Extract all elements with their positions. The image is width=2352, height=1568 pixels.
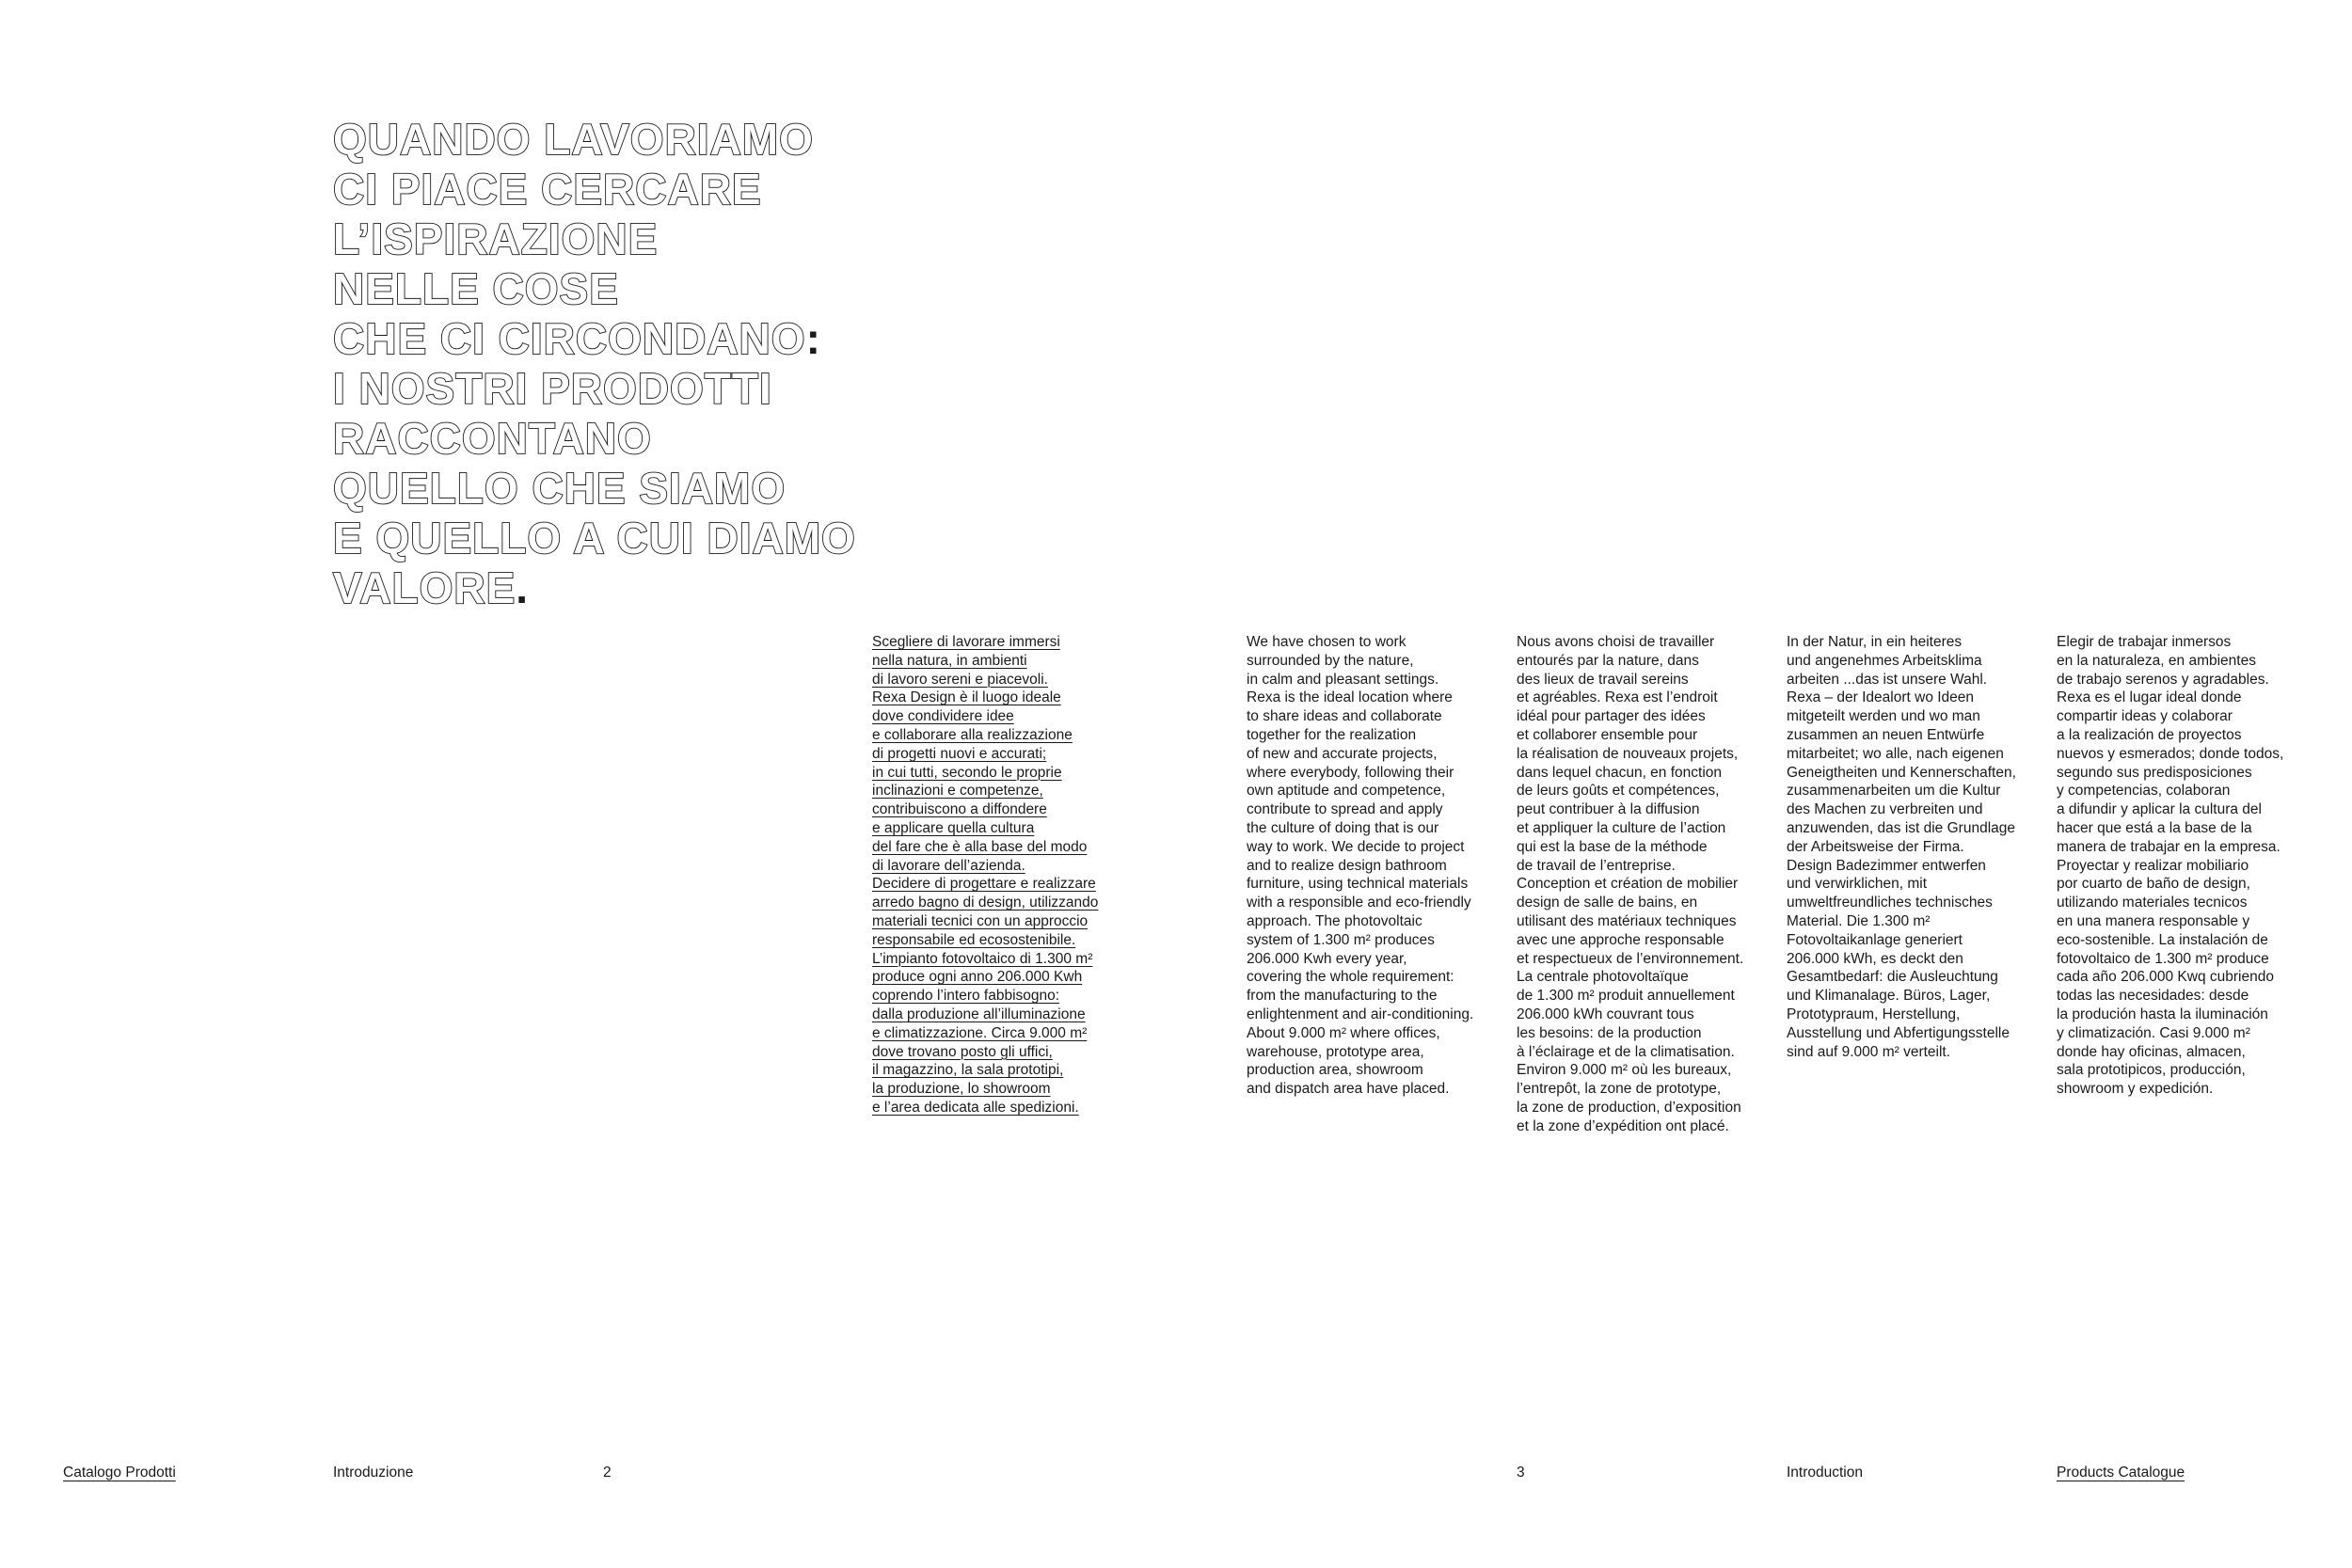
- text-line: inclinazioni e competenze,: [872, 783, 1043, 800]
- text-line: les besoins: de la production: [1517, 1024, 1702, 1041]
- text-line: the culture of doing that is our: [1247, 819, 1439, 836]
- text-line: own aptitude and competence,: [1247, 783, 1446, 800]
- text-line: dove trovano posto gli uffici,: [872, 1043, 1053, 1060]
- text-line: Conception et création de mobilier: [1517, 876, 1739, 893]
- text-line: Decidere di progettare e realizzare: [872, 876, 1096, 893]
- headline-line: [333, 563, 856, 613]
- text-line: y climatización. Casi 9.000 m²: [2057, 1024, 2250, 1041]
- text-line: e climatizzazione. Circa 9.000 m²: [872, 1024, 1088, 1041]
- footer-section-title-en: Introduction: [1787, 1465, 1863, 1481]
- text-line: di lavoro sereni e piacevoli.: [872, 671, 1048, 688]
- headline-line: NELLE COSE: [333, 264, 619, 313]
- text-line: y competencias, colaboran: [2057, 783, 2231, 800]
- page-number-left: 2: [603, 1465, 612, 1481]
- footer-section-title-it: Introduzione: [333, 1465, 414, 1481]
- text-line: et collaborer ensemble pour: [1517, 726, 1698, 743]
- text-line: entourés par la nature, dans: [1517, 652, 1699, 669]
- text-line: zusammen an neuen Entwürfe: [1787, 726, 1985, 743]
- text-line: L’impianto fotovoltaico di 1.300 m²: [872, 950, 1093, 967]
- text-line: in calm and pleasant settings.: [1247, 671, 1439, 688]
- text-line: di lavorare dell’azienda.: [872, 857, 1025, 874]
- headline-line-text: VALORE: [333, 563, 516, 612]
- text-line: dans lequel chacun, en fonction: [1517, 764, 1723, 781]
- text-line: la produción hasta la iluminación: [2057, 1006, 2268, 1022]
- text-line: et agréables. Rexa est l’endroit: [1517, 689, 1718, 706]
- text-line: mitgeteilt werden und wo man: [1787, 708, 1980, 725]
- text-line: Rexa – der Idealort wo Ideen: [1787, 689, 1975, 706]
- text-line: en una manera responsable y: [2057, 912, 2250, 929]
- headline-colon: :: [805, 314, 821, 363]
- text-line: fotovoltaico de 1.300 m² produce: [2057, 950, 2269, 967]
- text-line: sala prototipicos, producción,: [2057, 1062, 2246, 1079]
- text-line: e l’area dedicata alle spedizioni.: [872, 1099, 1079, 1116]
- text-line: zusammenarbeiten um die Kultur: [1787, 783, 2001, 800]
- text-line: de 1.300 m² produit annuellement: [1517, 988, 1735, 1005]
- text-line: compartir ideas y colaborar: [2057, 708, 2233, 725]
- headline-line: E QUELLO A CUI DIAMO: [333, 514, 856, 562]
- text-line: des lieux de travail sereins: [1517, 671, 1689, 688]
- text-line: Environ 9.000 m² où les bureaux,: [1517, 1062, 1732, 1079]
- text-line: furniture, using technical materials: [1247, 876, 1469, 893]
- text-line: l’entrepôt, la zone de prototype,: [1517, 1081, 1722, 1098]
- text-line: und verwirklichen, mit: [1787, 876, 1928, 893]
- text-line: di progetti nuovi e accurati;: [872, 745, 1047, 762]
- text-line: umweltfreundliches technisches: [1787, 895, 1993, 911]
- text-line: hacer que está a la base de la: [2057, 819, 2252, 836]
- text-line: und angenehmes Arbeitsklima: [1787, 652, 1982, 669]
- text-column-spanish: [2057, 633, 2283, 1099]
- headline-line: I NOSTRI PRODOTTI: [333, 364, 772, 413]
- text-line: de trabajo serenos y agradables.: [2057, 671, 2269, 688]
- footer-catalog-title-en: Products Catalogue: [2057, 1465, 2185, 1481]
- text-line: 206.000 kWh couvrant tous: [1517, 1006, 1694, 1022]
- text-line: donde hay oficinas, almacen,: [2057, 1043, 2246, 1060]
- headline-line: QUANDO LAVORIAMO: [333, 115, 814, 164]
- text-line: la réalisation de nouveaux projets,: [1517, 745, 1739, 762]
- text-line: und Klimanalage. Büros, Lager,: [1787, 988, 1991, 1005]
- text-line: Rexa is the ideal location where: [1247, 689, 1453, 706]
- text-line: showroom y expedición.: [2057, 1081, 2214, 1098]
- footer-catalog-title-it: Catalogo Prodotti: [63, 1465, 176, 1481]
- text-line: à l’éclairage et de la climatisation.: [1517, 1043, 1735, 1060]
- text-line: in cui tutti, secondo le proprie: [872, 764, 1062, 781]
- text-line: il magazzino, la sala prototipi,: [872, 1062, 1064, 1079]
- text-line: utilizando materiales tecnicos: [2057, 895, 2248, 911]
- text-line: Prototypraum, Herstellung,: [1787, 1006, 1961, 1022]
- text-line: dalla produzione all’illuminazione: [872, 1006, 1086, 1022]
- text-line: avec une approche responsable: [1517, 931, 1724, 948]
- text-line: qui est la base de la méthode: [1517, 838, 1708, 855]
- text-line: system of 1.300 m² produces: [1247, 931, 1435, 948]
- text-line: produce ogni anno 206.000 Kwh: [872, 969, 1083, 986]
- text-line: segundo sus predisposiciones: [2057, 764, 2252, 781]
- text-line: la zone de production, d’exposition: [1517, 1099, 1741, 1116]
- text-line: peut contribuer à la diffusion: [1517, 801, 1700, 818]
- text-line: et respectueux de l’environnement.: [1517, 950, 1744, 967]
- text-line: nella natura, in ambienti: [872, 652, 1027, 669]
- text-line: Scegliere di lavorare immersi: [872, 634, 1060, 650]
- text-line: with a responsible and eco-friendly: [1247, 895, 1471, 911]
- text-line: arredo bagno di design, utilizzando: [872, 895, 1099, 911]
- text-line: e applicare quella cultura: [872, 819, 1035, 836]
- text-line: idéal pour partager des idées: [1517, 708, 1706, 725]
- text-line: covering the whole requirement:: [1247, 969, 1454, 986]
- text-line: de travail de l’entreprise.: [1517, 857, 1676, 874]
- headline-period: .: [516, 563, 530, 612]
- text-line: Geneigtheiten und Kennerschaften,: [1787, 764, 2016, 781]
- text-line: dove condividere idee: [872, 708, 1014, 725]
- text-line: por cuarto de baño de design,: [2057, 876, 2250, 893]
- text-line: Ausstellung und Abfertigungsstelle: [1787, 1024, 2010, 1041]
- text-line: nuevos y esmerados; donde todos,: [2057, 745, 2284, 762]
- headline-line: RACCONTANO: [333, 414, 652, 463]
- text-line: a la realización de proyectos: [2057, 726, 2242, 743]
- text-line: todas las necesidades: desde: [2057, 988, 2249, 1005]
- text-line: materiali tecnici con un approccio: [872, 912, 1089, 929]
- text-line: 206.000 Kwh every year,: [1247, 950, 1407, 967]
- text-line: des Machen zu verbreiten und: [1787, 801, 1983, 818]
- headline-line: [333, 314, 856, 364]
- headline-line: CI PIACE CERCARE: [333, 165, 762, 214]
- text-line: cada año 206.000 Kwq cubriendo: [2057, 969, 2274, 986]
- text-line: 206.000 kWh, es deckt den: [1787, 950, 1963, 967]
- text-line: where everybody, following their: [1247, 764, 1454, 781]
- text-line: Elegir de trabajar inmersos: [2057, 634, 2232, 650]
- text-line: der Arbeitsweise der Firma.: [1787, 838, 1964, 855]
- text-line: et appliquer la culture de l’action: [1517, 819, 1726, 836]
- text-line: responsabile ed ecosostenibile.: [872, 931, 1076, 948]
- text-line: and dispatch area have placed.: [1247, 1081, 1450, 1098]
- text-line: production area, showroom: [1247, 1062, 1423, 1079]
- text-column-english: [1247, 633, 1473, 1099]
- text-line: manera de trabajar en la empresa.: [2057, 838, 2280, 855]
- text-line: anzuwenden, das ist die Grundlage: [1787, 819, 2015, 836]
- text-line: arbeiten ...das ist unsere Wahl.: [1787, 671, 1988, 688]
- text-line: approach. The photovoltaic: [1247, 912, 1422, 929]
- text-line: together for the realization: [1247, 726, 1417, 743]
- text-column-italian: [872, 633, 1098, 1117]
- text-line: mitarbeitet; wo alle, nach eigenen: [1787, 745, 2004, 762]
- text-line: In der Natur, in ein heiteres: [1787, 634, 1963, 650]
- text-line: of new and accurate projects,: [1247, 745, 1438, 762]
- text-line: warehouse, prototype area,: [1247, 1043, 1424, 1060]
- text-line: e collaborare alla realizzazione: [872, 726, 1073, 743]
- text-line: Rexa es el lugar ideal donde: [2057, 689, 2242, 706]
- text-line: de leurs goûts et compétences,: [1517, 783, 1720, 800]
- text-line: way to work. We decide to project: [1247, 838, 1465, 855]
- text-line: contribute to spread and apply: [1247, 801, 1443, 818]
- text-line: enlightenment and air-conditioning.: [1247, 1006, 1474, 1022]
- text-line: la produzione, lo showroom: [872, 1081, 1051, 1098]
- text-line: We have chosen to work: [1247, 634, 1406, 650]
- headline-line: L’ISPIRAZIONE: [333, 214, 659, 263]
- text-line: Fotovoltaikanlage generiert: [1787, 931, 1963, 948]
- text-line: Design Badezimmer entwerfen: [1787, 857, 1986, 874]
- text-line: sind auf 9.000 m² verteilt.: [1787, 1043, 1951, 1060]
- text-line: a difundir y aplicar la cultura del: [2057, 801, 2262, 818]
- text-line: et la zone d’expédition ont placé.: [1517, 1117, 1729, 1134]
- text-line: utilisant des matériaux techniques: [1517, 912, 1737, 929]
- text-line: La centrale photovoltaïque: [1517, 969, 1689, 986]
- text-line: About 9.000 m² where offices,: [1247, 1024, 1440, 1041]
- text-line: design de salle de bains, en: [1517, 895, 1698, 911]
- text-line: coprendo l’intero fabbisogno:: [872, 988, 1060, 1005]
- text-line: surrounded by the nature,: [1247, 652, 1414, 669]
- text-line: contribuiscono a diffondere: [872, 801, 1047, 818]
- text-column-german: [1787, 633, 2016, 1061]
- text-line: del fare che è alla base del modo: [872, 838, 1088, 855]
- text-line: Gesamtbedarf: die Ausleuchtung: [1787, 969, 1998, 986]
- text-line: Proyectar y realizar mobiliario: [2057, 857, 2249, 874]
- text-line: and to realize design bathroom: [1247, 857, 1447, 874]
- page-number-right: 3: [1517, 1465, 1525, 1481]
- text-column-french: [1517, 633, 1743, 1136]
- text-line: from the manufacturing to the: [1247, 988, 1438, 1005]
- text-line: Material. Die 1.300 m²: [1787, 912, 1931, 929]
- text-line: eco-sostenible. La instalación de: [2057, 931, 2268, 948]
- text-line: Nous avons choisi de travailler: [1517, 634, 1715, 650]
- text-line: en la naturaleza, en ambientes: [2057, 652, 2256, 669]
- headline-line-text: CHE CI CIRCONDANO: [333, 314, 806, 363]
- headline-line: QUELLO CHE SIAMO: [333, 464, 787, 513]
- headline: [333, 115, 856, 613]
- text-line: to share ideas and collaborate: [1247, 708, 1442, 725]
- text-line: Rexa Design è il luogo ideale: [872, 689, 1061, 706]
